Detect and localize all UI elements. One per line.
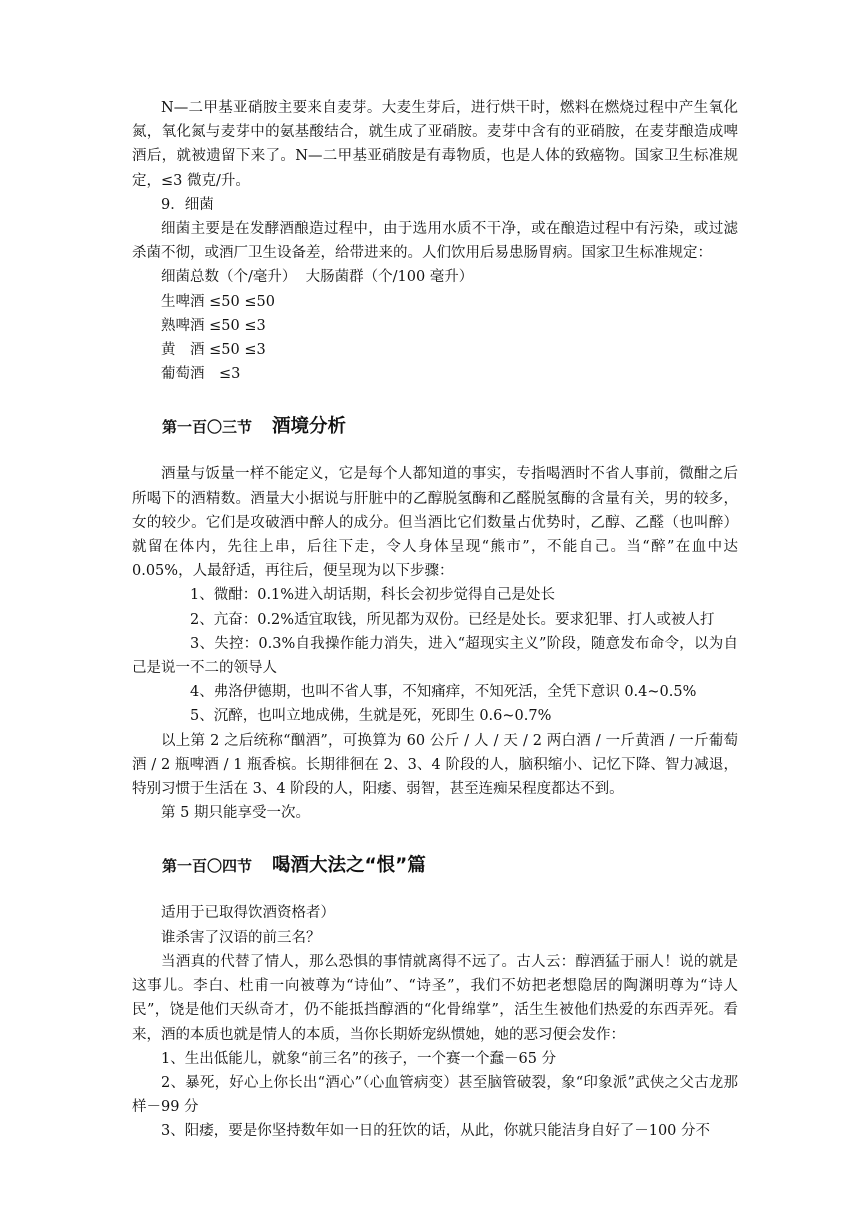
bacteria-standards-table — [132, 265, 738, 386]
paragraph-final: 第 5 期只能享受一次。 — [161, 805, 310, 822]
list-item: 3、阳痿，要是你坚持数年如一日的狂饮的话，从此，你就只能洁身自好了－100 分不 — [161, 1123, 711, 1140]
section-number: 第一百〇四节 — [162, 857, 253, 876]
paragraph-after-steps: 以上第 2 之后统称“酗酒”，可换算为 60 公斤 / 人 / 天 / 2 两白酒 / 一斤黄酒 / 一斤葡萄酒 / 2 瓶啤酒 / 1 瓶香槟。长期徘徊在 2、3、4 阶段的人，脑积缩小、记忆下降、智力减退，特别习惯于生活在 3、4 阶段的人，阳痿、弱智，甚至连痴呆程度都达不到。 — [132, 732, 738, 798]
section-103-heading — [132, 414, 738, 440]
section-104-heading — [132, 853, 738, 879]
list-item: 1、微酣：0.1%进入胡话期，科长会初步觉得自己是处长 — [190, 587, 556, 604]
paragraph-intro: 酒量与饭量一样不能定义，它是每个人都知道的事实，专指喝酒时不省人事前，微酣之后所喝下的酒精数。酒量大小据说与肝脏中的乙醇脱氢酶和乙醛脱氢酶的含量有关，男的较多，女的较少。它们是攻破酒中醉人的成分。但当酒比它们数量占优势时，乙醇、乙醛（也叫醉）就留在体内，先往上串，后往下走，令人身体呈现“熊市”，不能自己。当“醉”在血中达 0.05%，人最舒适，再往后，便呈现为以下步骤： — [132, 466, 738, 580]
list-item: 3、失控：0.3%自我操作能力消失，进入“超现实主义”阶段，随意发布命令，以为自己是说一不二的领导人 — [132, 635, 738, 677]
list-item: 2、亢奋：0.2%适宜取钱，所见都为双份。已经是处长。要求犯罪、打人或被人打 — [190, 611, 715, 628]
page-content — [132, 96, 738, 1144]
list-item: 1、生出低能儿，就象“前三名”的孩子，一个赛一个蠢－65 分 — [161, 1050, 557, 1067]
paragraph-bacteria: 细菌主要是在发酵酒酿造过程中，由于选用水质不干净，或在酿造过程中有污染，或过滤杀菌不彻，或酒厂卫生设备差，给带进来的。人们饮用后易患肠胃病。国家卫生标准规定： — [132, 221, 738, 262]
list-item: 5、沉醉，也叫立地成佛，生就是死，死即生 0.6~0.7% — [190, 708, 552, 725]
section-number: 第一百〇三节 — [162, 418, 253, 437]
table-header: 细菌总数（个/毫升） 大肠菌群（个/100 毫升） — [161, 269, 474, 286]
list-item: 4、弗洛伊德期，也叫不省人事，不知痛痒，不知死活，全凭下意识 0.4~0.5% — [190, 684, 697, 701]
subheading-bacteria: 9．细菌 — [161, 196, 214, 213]
paragraph-line: 谁杀害了汉语的前三名？ — [161, 929, 321, 946]
paragraph-nitrosamine: N—二甲基亚硝胺主要来自麦芽。大麦生芽后，进行烘干时，燃料在燃烧过程中产生氧化氮，氧化氮与麦芽中的氨基酸结合，就生成了亚硝胺。麦芽中含有的亚硝胺，在麦芽酿造成啤酒后，就被遗留下来了。N—二甲基亚硝胺是有毒物质，也是人体的致癌物。国家卫生标准规定，≤3 微克/升。 — [132, 100, 738, 189]
paragraph-line: 适用于已取得饮酒资格者） — [161, 905, 335, 922]
table-row: 生啤酒 ≤50 ≤50 — [161, 293, 275, 310]
table-row: 葡萄酒 ≤3 — [161, 366, 241, 383]
table-row: 熟啤酒 ≤50 ≤3 — [161, 317, 266, 334]
list-item: 2、暴死，好心上你长出“酒心”（心血管病变）甚至脑管破裂，象“印象派”武侠之父古龙那样－99 分 — [132, 1074, 738, 1116]
table-row: 黄 酒 ≤50 ≤3 — [161, 342, 266, 359]
paragraph-main: 当酒真的代替了情人，那么恐惧的事情就离得不远了。古人云：醇酒猛于丽人！说的就是这事儿。李白、杜甫一向被尊为“诗仙”、“诗圣”，我们不妨把老想隐居的陶渊明尊为“诗人民”，饶是他们天纵奇才，仍不能抵挡醇酒的“化骨绵掌”，活生生被他们热爱的东西弄死。看来，酒的本质也就是情人的本质，当你长期娇宠纵惯她，她的恶习便会发作： — [132, 953, 738, 1043]
section-title: 喝酒大法之“恨”篇 — [272, 855, 426, 877]
section-title: 酒境分析 — [272, 416, 347, 438]
